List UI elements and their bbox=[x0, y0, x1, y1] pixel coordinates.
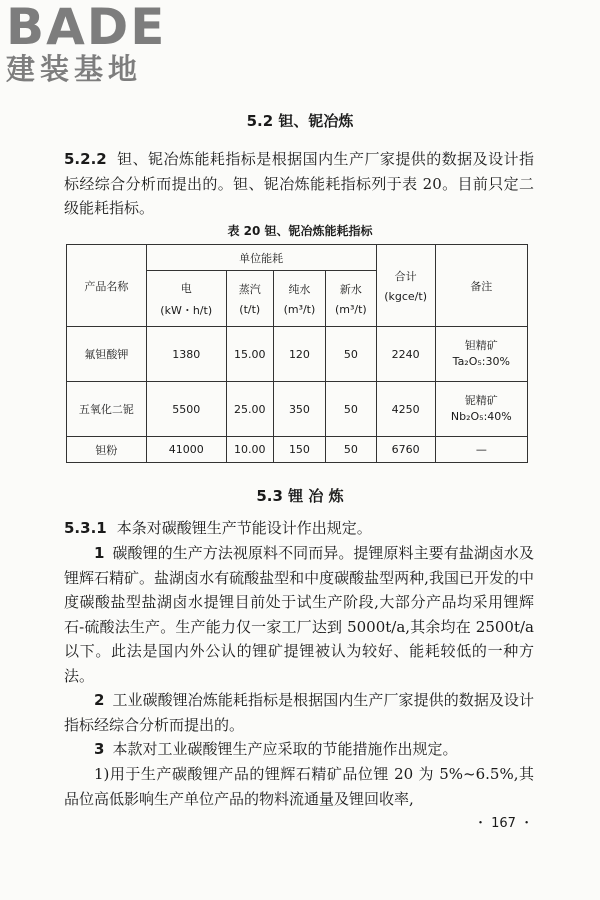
cell-pure-water: 350 bbox=[273, 382, 325, 437]
item-number: 2 bbox=[94, 691, 105, 709]
energy-table bbox=[66, 244, 528, 463]
header-fresh-water-unit: (m³/t) bbox=[334, 303, 367, 316]
note-line-2: Nb₂O₅:40% bbox=[450, 410, 512, 423]
header-total-label: 合计 bbox=[394, 270, 417, 283]
paragraph-item-1 bbox=[64, 541, 534, 688]
note-line-1: 钽精矿 bbox=[464, 339, 498, 352]
note-line-1: 铌精矿 bbox=[464, 394, 498, 407]
cell-pure-water: 150 bbox=[273, 437, 325, 463]
logo-text: BADE bbox=[6, 0, 167, 56]
header-pure-water-label: 纯水 bbox=[288, 283, 311, 296]
cell-electricity: 41000 bbox=[146, 437, 226, 463]
cell-pure-water: 120 bbox=[273, 327, 325, 382]
section-heading-5-2: 5.2 钽、铌冶炼 bbox=[246, 112, 354, 130]
table-row bbox=[67, 327, 528, 382]
item-number: 1 bbox=[94, 544, 105, 562]
header-unit-energy: 单位能耗 bbox=[146, 245, 376, 271]
header-electricity bbox=[146, 271, 226, 327]
header-total-unit: (kgce/t) bbox=[384, 290, 427, 303]
page-number: ・ 167 ・ bbox=[474, 816, 534, 831]
cell-steam: 10.00 bbox=[226, 437, 273, 463]
clause-text: 本条对碳酸锂生产节能设计作出规定。 bbox=[116, 519, 372, 537]
item-number: 3 bbox=[94, 740, 105, 758]
cell-product: 氟钽酸钾 bbox=[67, 327, 147, 382]
logo bbox=[6, 0, 176, 86]
item-text: 工业碳酸锂冶炼能耗指标是根据国内生产厂家提供的数据及设计指标经综合分析而提出的。 bbox=[64, 691, 534, 734]
item-text: 本款对工业碳酸锂生产应采取的节能措施作出规定。 bbox=[112, 740, 458, 758]
cell-total: 6760 bbox=[376, 437, 435, 463]
paragraph-subitem-1: 1)用于生产碳酸锂产品的锂辉石精矿品位锂 20 为 5%~6.5%,其品位高低影响生产单位产品的物料流通量及锂回收率, bbox=[64, 765, 534, 808]
header-fresh-water bbox=[326, 271, 377, 327]
table-row bbox=[67, 437, 528, 463]
paragraph-item-2 bbox=[64, 688, 534, 737]
item-text: 碳酸锂的生产方法视原料不同而异。提锂原料主要有盐湖卤水及锂辉石精矿。盐湖卤水有硫酸盐型和中度碳酸盐型两种,我国已开发的中度碳酸盐型盐湖卤水提锂目前处于试生产阶段,大部分产品均采用锂辉石-硫酸法生产。生产能力仅一家工厂达到 5000t/a,其余均在 2500t/a 以下。此法是国内外公认的锂矿提锂被认为较好、能耗较低的一种方法。 bbox=[64, 544, 534, 685]
table-row bbox=[67, 382, 528, 437]
header-product: 产品名称 bbox=[67, 245, 147, 327]
clause-text: 钽、铌冶炼能耗指标是根据国内生产厂家提供的数据及设计指标经综合分析而提出的。钽、铌冶炼能耗指标列于表 20。目前只定二级能耗指标。 bbox=[64, 150, 534, 217]
cell-steam: 25.00 bbox=[226, 382, 273, 437]
header-pure-water-unit: (m³/t) bbox=[283, 303, 316, 316]
cell-fresh-water: 50 bbox=[326, 437, 377, 463]
cell-product: 五氧化二铌 bbox=[67, 382, 147, 437]
header-steam bbox=[226, 271, 273, 327]
cell-total: 4250 bbox=[376, 382, 435, 437]
logo-subtitle: 建装基地 bbox=[6, 52, 143, 86]
header-steam-unit: (t/t) bbox=[239, 303, 261, 316]
cell-note bbox=[435, 327, 527, 382]
header-steam-label: 蒸汽 bbox=[238, 283, 261, 296]
header-total bbox=[376, 245, 435, 327]
header-electricity-label: 电 bbox=[180, 281, 192, 295]
cell-steam: 15.00 bbox=[226, 327, 273, 382]
cell-electricity: 5500 bbox=[146, 382, 226, 437]
cell-fresh-water: 50 bbox=[326, 382, 377, 437]
cell-product: 钽粉 bbox=[67, 437, 147, 463]
paragraph-item-3 bbox=[64, 737, 534, 762]
table-caption: 表 20 钽、铌冶炼能耗指标 bbox=[227, 224, 373, 238]
cell-fresh-water: 50 bbox=[326, 327, 377, 382]
header-fresh-water-label: 新水 bbox=[339, 283, 362, 296]
cell-note bbox=[435, 382, 527, 437]
header-electricity-unit: (kW・h/t) bbox=[160, 303, 213, 317]
header-note: 备注 bbox=[435, 245, 527, 327]
header-pure-water bbox=[273, 271, 325, 327]
section-heading-5-3: 5.3 锂 冶 炼 bbox=[256, 487, 344, 505]
note-line-2: Ta₂O₅:30% bbox=[452, 355, 510, 368]
cell-note: — bbox=[435, 437, 527, 463]
clause-number: 5.2.2 bbox=[64, 150, 107, 168]
cell-total: 2240 bbox=[376, 327, 435, 382]
cell-electricity: 1380 bbox=[146, 327, 226, 382]
paragraph-5-2-2 bbox=[64, 147, 534, 221]
paragraph-5-3-1 bbox=[64, 516, 534, 541]
clause-number: 5.3.1 bbox=[64, 519, 107, 537]
